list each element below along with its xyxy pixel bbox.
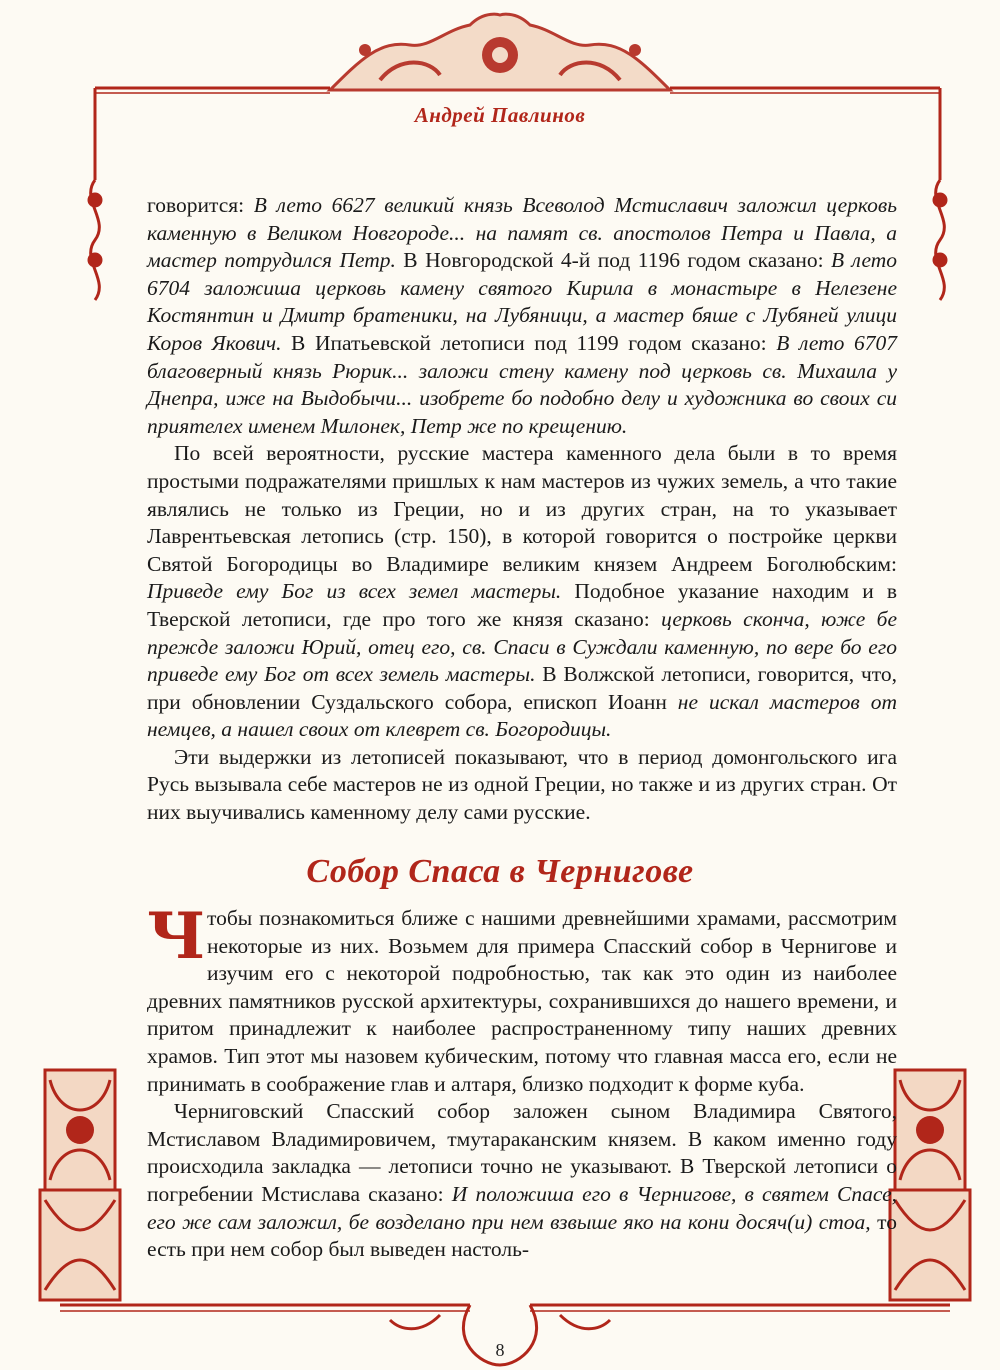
paragraph — [147, 192, 897, 440]
italic-quote: церковь сконча, юже бе прежде заложи Юрий, отец его, св. Спаси в Суждали каменную, по вере бо его приведе ему Бог от всех земель мастеры. — [147, 606, 897, 687]
text-run: то есть при нем собор был выведен настоль- — [147, 1209, 897, 1262]
left-pillar-ornament-icon — [40, 1070, 120, 1300]
italic-quote: В лето 6704 заложиша церковь камену святого Кирила в монастыре в Нелезене Костянтин и Дмитр братеники, на Лубяници, а мастер бяше с Лубяней улици Коров Якович. — [147, 248, 897, 355]
text-run: По всей вероятности, русские мастера каменного дела были в то время простыми подражателями пришлых к нам мастеров из чужих земель, а что такие являлись не только из Греции, но и из других стран, на то указывает Лаврентьевская летопись (стр. 150), в которой говорится о постройке церкви Святой Богородицы во Владимире великим князем Андреем Боголюбским: — [147, 441, 897, 576]
italic-quote: В лето 6627 великий князь Всеволод Мстиславич заложил церковь каменную в Великом Новгороде... на памят св. апостолов Петра и Павла, а мастер потрудился Петр. — [147, 193, 897, 273]
italic-quote: не искал мастеров от немцев, а нашел своих от клеврет св. Богородицы. — [147, 689, 897, 742]
body-text-section-2 — [147, 899, 897, 1264]
paragraph — [147, 1098, 897, 1264]
body-text-section-1 — [147, 192, 897, 827]
text-run: говорится: — [147, 193, 254, 217]
text-run: Подобное указание находим и в Тверской летописи, где про того же князя сказано: — [147, 579, 897, 631]
running-header-author: Андрей Павлинов — [414, 103, 586, 127]
paragraph — [147, 744, 897, 827]
section-heading: Собор Спаса в Чернигове — [306, 853, 694, 890]
page-number: 8 — [495, 1340, 505, 1360]
text-run: В Новгородской 4-й под 1196 годом сказано: — [395, 248, 831, 273]
paragraph — [147, 899, 897, 1098]
right-pillar-ornament-icon — [890, 1070, 970, 1300]
italic-quote: И положиша его в Чернигове, в святем Спасе, его же сам заложил, бе возделано при нем взвыше яко на кони досяч(и) стоа, — [147, 1181, 897, 1234]
text-run: тобы познакомиться ближе с нашими древнейшими храмами, рассмотрим некоторые из них. Возьмем для примера Спасский собор в Чернигове и изучим его с некоторой подробностью, так как это один из наиболее древних памятников русской архитектуры, сохранившихся до нашего времени, и притом принадлежит к наиболее распространенному типу наших древних храмов. Тип этот мы назовем кубическим, потому что главная масса его, если не принимать в соображение глав и алтаря, близко подходит к форме куба. — [147, 906, 897, 1096]
text-run: Эти выдержки из летописей показывают, что в период домонгольского ига Русь вызывала себе мастеров не из одной Греции, но также и из других стран. От них выучивались каменному делу сами русские. — [147, 744, 897, 825]
paragraph — [147, 440, 897, 744]
text-run: В Ипатьевской летописи под 1199 годом сказано: — [281, 330, 777, 355]
italic-quote: В лето 6707 благоверный князь Рюрик... заложи стену камену под церковь св. Михаила у Днепра, иже на Выдобычи... изобрете бо подобно делу и художника во своих си приятелех именем Милонек, Петр же по крещению. — [147, 330, 897, 438]
top-ornament-icon — [330, 14, 670, 90]
frame-side-lines — [95, 88, 940, 180]
text-run: В Волжской летописи, говорится, что, при обновлении Суздальского собора, епископ Иоанн — [147, 662, 897, 714]
drop-cap-letter: Ч — [147, 899, 206, 974]
text-run: Черниговский Спасский собор заложен сыном Владимира Святого, Мстиславом Владимировичем, тмутараканским князем. В каком именно году происходила закладка — летописи точно не указывают. В Тверской летописи о погребении Мстислава сказано: — [147, 1099, 897, 1206]
right-vine-ornament-icon — [934, 180, 946, 300]
left-vine-ornament-icon — [89, 180, 101, 300]
italic-quote: Приведе ему Бог из всех земел мастеры. — [147, 579, 562, 604]
